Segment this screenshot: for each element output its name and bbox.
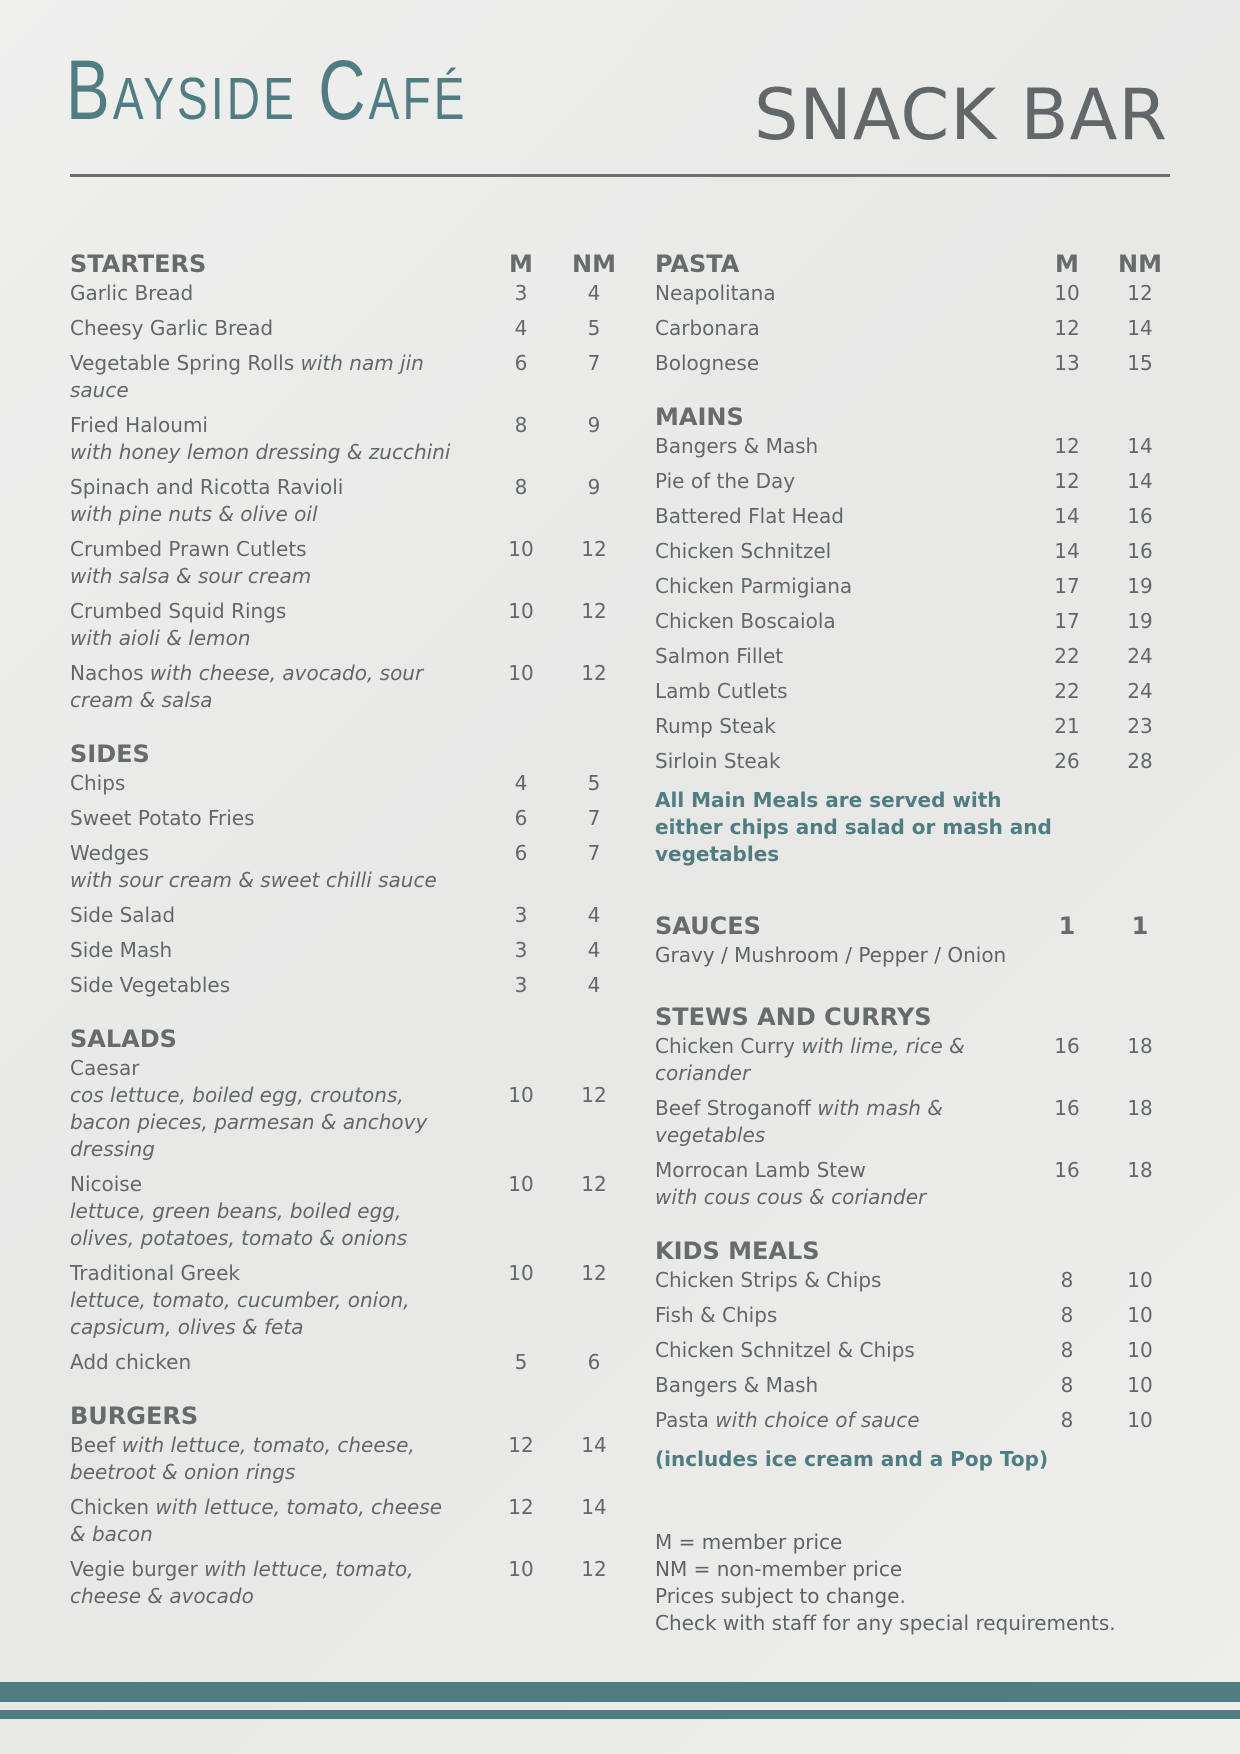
item-description: with lettuce, tomato, cheese & avocado	[70, 1557, 414, 1608]
non-member-price-header: NM	[572, 250, 616, 278]
member-price: 12	[508, 1495, 534, 1519]
member-price: 10	[1054, 281, 1080, 305]
item-name: Spinach and Ricotta Ravioli	[70, 475, 344, 499]
section-header	[70, 1021, 592, 1055]
right-column	[655, 246, 1170, 1637]
non-member-price: 12	[581, 1083, 607, 1107]
menu-item	[70, 536, 607, 590]
menu-item	[655, 1267, 1170, 1294]
member-price: 17	[1054, 574, 1080, 598]
menu-item	[70, 598, 607, 652]
item-text	[655, 713, 1045, 740]
menu-item	[655, 468, 1170, 495]
item-name: Chicken Schnitzel	[655, 539, 832, 563]
item-name: Beef Stroganoff	[655, 1096, 811, 1120]
non-member-price: 7	[587, 841, 601, 865]
member-price: 12	[508, 1433, 534, 1457]
member-price: 3	[514, 281, 528, 305]
menu-item	[70, 1432, 607, 1486]
member-price: 4	[514, 316, 528, 340]
section-title: SALADS	[70, 1025, 177, 1053]
menu-item	[70, 350, 601, 404]
member-price: 8	[1060, 1373, 1074, 1397]
item-name: Crumbed Squid Rings	[70, 599, 287, 623]
item-text	[655, 1407, 1045, 1434]
menu-item	[655, 1095, 1170, 1149]
section-header	[655, 908, 1170, 942]
section-header	[70, 246, 616, 280]
item-name: Caesar	[70, 1056, 140, 1080]
non-member-price: 7	[587, 806, 601, 830]
item-text	[655, 1095, 1045, 1149]
non-member-price: 12	[581, 661, 607, 685]
brand-logo: Bayside Café	[66, 43, 468, 137]
menu-item	[70, 412, 601, 466]
member-price: 8	[514, 413, 528, 437]
non-member-price: 10	[1127, 1373, 1153, 1397]
legend-line: M = member price	[655, 1530, 843, 1554]
sauce-options: Gravy / Mushroom / Pepper / Onion	[655, 943, 1007, 967]
member-price: 22	[1054, 644, 1080, 668]
item-name: Bangers & Mash	[655, 1373, 819, 1397]
member-price: 10	[508, 1083, 534, 1107]
item-text	[655, 315, 1045, 342]
item-name: Traditional Greek	[70, 1261, 240, 1285]
item-text	[70, 1494, 460, 1548]
legend-line: Check with staff for any special requirements.	[655, 1611, 1116, 1635]
non-member-price: 18	[1127, 1096, 1153, 1120]
menu-item	[70, 280, 601, 307]
item-description: lettuce, tomato, cucumber, onion, capsicum, olives & feta	[70, 1288, 410, 1339]
menu-section	[70, 246, 616, 714]
item-text	[70, 315, 460, 342]
non-member-price: 28	[1127, 749, 1153, 773]
member-price: 8	[1060, 1408, 1074, 1432]
menu-item	[70, 805, 601, 832]
non-member-price: 9	[587, 413, 601, 437]
non-member-price: 12	[581, 1557, 607, 1581]
non-member-price: 5	[587, 771, 601, 795]
menu-item	[70, 1349, 601, 1376]
menu-item	[655, 1157, 1170, 1211]
member-price: 10	[508, 1261, 534, 1285]
item-name: Bangers & Mash	[655, 434, 819, 458]
menu-section	[655, 1233, 1170, 1473]
menu-item	[70, 660, 607, 714]
menu-section	[655, 246, 1170, 377]
item-name: Vegie burger	[70, 1557, 198, 1581]
item-text	[70, 972, 460, 999]
member-price: 6	[514, 806, 528, 830]
item-text	[655, 748, 1045, 775]
item-text	[655, 1372, 1045, 1399]
menu-item	[70, 1055, 607, 1163]
item-name: Salmon Fillet	[655, 644, 784, 668]
item-text	[655, 643, 1045, 670]
item-name: Nicoise	[70, 1172, 143, 1196]
member-price: 14	[1054, 504, 1080, 528]
menu-item	[655, 678, 1170, 705]
menu-item	[655, 280, 1170, 307]
non-member-price: 19	[1127, 609, 1153, 633]
non-member-price: 12	[581, 1261, 607, 1285]
section-title: STEWS AND CURRYS	[655, 1003, 932, 1031]
item-description: with lettuce, tomato, cheese, beetroot & onion rings	[70, 1433, 415, 1484]
menu-item	[655, 713, 1170, 740]
member-price: 12	[1054, 469, 1080, 493]
menu-item	[70, 902, 601, 929]
member-price: 13	[1054, 351, 1080, 375]
item-description: with pine nuts & olive oil	[70, 502, 318, 526]
member-price: 6	[514, 351, 528, 375]
menu-item	[655, 1372, 1170, 1399]
item-description: with lime, rice & coriander	[655, 1034, 965, 1085]
menu-item	[70, 1494, 607, 1548]
member-price: 8	[1060, 1338, 1074, 1362]
item-text	[655, 573, 1045, 600]
section-title: PASTA	[655, 250, 740, 278]
member-price: 22	[1054, 679, 1080, 703]
section-header	[655, 399, 1170, 433]
item-name: Sirloin Steak	[655, 749, 781, 773]
footer-bar-top	[0, 1682, 1240, 1702]
non-member-price: 4	[587, 281, 601, 305]
non-member-price: 12	[581, 599, 607, 623]
menu-item	[70, 1260, 607, 1341]
non-member-price: 14	[1127, 434, 1153, 458]
item-text	[70, 412, 460, 466]
item-text	[70, 474, 460, 528]
item-description: with nam jin sauce	[70, 351, 424, 402]
item-name: Garlic Bread	[70, 281, 194, 305]
non-member-price: 24	[1127, 644, 1153, 668]
member-price: 8	[1060, 1303, 1074, 1327]
section-title: SAUCES	[655, 912, 761, 940]
item-name: Side Vegetables	[70, 973, 231, 997]
item-text	[70, 1260, 460, 1341]
item-text	[655, 1302, 1045, 1329]
menu-section	[70, 1398, 607, 1610]
menu-item	[655, 433, 1170, 460]
non-member-price: 14	[1127, 469, 1153, 493]
menu-item	[655, 503, 1170, 530]
member-price: 10	[508, 1557, 534, 1581]
item-text	[70, 805, 460, 832]
menu-item	[655, 748, 1170, 775]
menu-section	[655, 399, 1170, 868]
item-name: Vegetable Spring Rolls	[70, 351, 295, 375]
section-title: STARTERS	[70, 250, 207, 278]
non-member-price: 12	[581, 537, 607, 561]
item-name: Sweet Potato Fries	[70, 806, 255, 830]
item-text	[70, 1432, 460, 1486]
member-price: 8	[514, 475, 528, 499]
item-name: Nachos	[70, 661, 144, 685]
menu-item	[70, 770, 601, 797]
item-text	[655, 280, 1045, 307]
non-member-price: 14	[581, 1495, 607, 1519]
member-price: 10	[508, 537, 534, 561]
item-name: Rump Steak	[655, 714, 776, 738]
item-name: Carbonara	[655, 316, 760, 340]
item-text	[70, 350, 460, 404]
item-text	[70, 1349, 460, 1376]
item-text	[70, 1556, 460, 1610]
item-description: lettuce, green beans, boiled egg, olives, potatoes, tomato & onions	[70, 1199, 408, 1250]
non-member-price: 16	[1127, 539, 1153, 563]
item-name: Neapolitana	[655, 281, 776, 305]
item-description: with honey lemon dressing & zucchini	[70, 440, 451, 464]
member-price-header: M	[509, 250, 533, 278]
item-name: Battered Flat Head	[655, 504, 844, 528]
member-price: 12	[1054, 434, 1080, 458]
price-legend	[655, 1529, 1170, 1637]
section-header	[655, 246, 1170, 280]
member-price-header: M	[1055, 250, 1079, 278]
section-title: KIDS MEALS	[655, 1237, 820, 1265]
member-price: 10	[508, 661, 534, 685]
item-description: with cheese, avocado, sour cream & salsa	[70, 661, 424, 712]
menu-item	[655, 1302, 1170, 1329]
item-name: Bolognese	[655, 351, 760, 375]
item-name: Fried Haloumi	[70, 413, 208, 437]
item-description: with sour cream & sweet chilli sauce	[70, 868, 437, 892]
member-price: 1	[1058, 912, 1076, 940]
item-text	[655, 1267, 1045, 1294]
item-name: Pasta	[655, 1408, 709, 1432]
section-title: SIDES	[70, 740, 150, 768]
item-text	[70, 598, 460, 652]
menu-item	[70, 937, 601, 964]
footer-bar-bottom	[0, 1710, 1240, 1719]
item-name: Chicken Schnitzel & Chips	[655, 1338, 915, 1362]
item-text	[655, 433, 1045, 460]
menu-item	[655, 1407, 1170, 1434]
menu-item	[70, 474, 601, 528]
legend-line: NM = non-member price	[655, 1557, 903, 1581]
member-price: 5	[514, 1350, 528, 1374]
section-header	[655, 999, 1170, 1033]
item-name: Beef	[70, 1433, 116, 1457]
non-member-price: 9	[587, 475, 601, 499]
member-price: 3	[514, 938, 528, 962]
left-column	[70, 246, 616, 1632]
non-member-price: 4	[587, 903, 601, 927]
menu-item	[655, 608, 1170, 635]
item-text	[70, 1055, 460, 1163]
item-text	[70, 770, 460, 797]
member-price: 6	[514, 841, 528, 865]
member-price: 8	[1060, 1268, 1074, 1292]
item-text	[655, 1157, 1045, 1211]
item-text	[655, 538, 1045, 565]
item-text	[655, 1033, 1045, 1087]
menu-item	[655, 643, 1170, 670]
menu-item	[70, 315, 601, 342]
member-price: 16	[1054, 1096, 1080, 1120]
member-price: 14	[1054, 539, 1080, 563]
item-text	[70, 937, 460, 964]
non-member-price: 4	[587, 938, 601, 962]
non-member-price: 18	[1127, 1034, 1153, 1058]
non-member-price: 10	[1127, 1408, 1153, 1432]
item-text	[655, 468, 1045, 495]
section-header	[70, 1398, 592, 1432]
item-name: Chicken Strips & Chips	[655, 1268, 882, 1292]
menu-item	[655, 315, 1170, 342]
non-member-price: 5	[587, 316, 601, 340]
item-description: with salsa & sour cream	[70, 564, 312, 588]
item-name: Crumbed Prawn Cutlets	[70, 537, 307, 561]
item-text	[70, 1171, 460, 1252]
item-text	[655, 503, 1045, 530]
non-member-price: 18	[1127, 1158, 1153, 1182]
menu-item	[655, 573, 1170, 600]
item-text	[70, 536, 460, 590]
item-description: with aioli & lemon	[70, 626, 251, 650]
member-price: 10	[508, 599, 534, 623]
section-header	[70, 736, 592, 770]
item-text	[655, 678, 1045, 705]
item-description: with choice of sauce	[715, 1408, 920, 1432]
section-note: All Main Meals are served with either chips and salad or mash and vegetables	[655, 788, 1052, 866]
item-name: Pie of the Day	[655, 469, 796, 493]
section-note: (includes ice cream and a Pop Top)	[655, 1447, 1049, 1471]
menu-section	[655, 908, 1170, 969]
non-member-price: 16	[1127, 504, 1153, 528]
item-name: Fish & Chips	[655, 1303, 778, 1327]
item-name: Wedges	[70, 841, 150, 865]
item-name: Add chicken	[70, 1350, 192, 1374]
non-member-price: 10	[1127, 1268, 1153, 1292]
item-name: Chicken Curry	[655, 1034, 795, 1058]
non-member-price: 10	[1127, 1303, 1153, 1327]
member-price: 4	[514, 771, 528, 795]
non-member-price: 7	[587, 351, 601, 375]
item-description: cos lettuce, boiled egg, croutons, bacon pieces, parmesan & anchovy dressing	[70, 1083, 428, 1161]
item-text	[70, 660, 460, 714]
member-price: 16	[1054, 1034, 1080, 1058]
menu-item	[655, 538, 1170, 565]
member-price: 17	[1054, 609, 1080, 633]
section-title: BURGERS	[70, 1402, 199, 1430]
item-name: Lamb Cutlets	[655, 679, 788, 703]
menu-item	[655, 1033, 1170, 1087]
menu-item	[655, 1337, 1170, 1364]
item-name: Side Salad	[70, 903, 176, 927]
non-member-price: 14	[581, 1433, 607, 1457]
non-member-price: 15	[1127, 351, 1153, 375]
menu-item	[70, 1171, 607, 1252]
non-member-price: 4	[587, 973, 601, 997]
item-description: with cous cous & coriander	[655, 1185, 927, 1209]
non-member-price: 14	[1127, 316, 1153, 340]
page-title: SNACK BAR	[753, 74, 1168, 156]
non-member-price: 1	[1131, 912, 1149, 940]
menu-section	[70, 736, 601, 999]
item-description: with mash & vegetables	[655, 1096, 943, 1147]
member-price: 12	[1054, 316, 1080, 340]
non-member-price: 10	[1127, 1338, 1153, 1362]
member-price: 26	[1054, 749, 1080, 773]
section-title: MAINS	[655, 403, 744, 431]
item-name: Chicken Parmigiana	[655, 574, 853, 598]
item-name: Morrocan Lamb Stew	[655, 1158, 866, 1182]
menu-item	[70, 1556, 607, 1610]
menu-section	[655, 999, 1170, 1211]
item-text	[655, 350, 1045, 377]
non-member-price: 6	[587, 1350, 601, 1374]
item-text	[70, 840, 460, 894]
member-price: 10	[508, 1172, 534, 1196]
item-text	[70, 280, 460, 307]
item-name: Chips	[70, 771, 126, 795]
item-text	[655, 608, 1045, 635]
non-member-price: 12	[581, 1172, 607, 1196]
menu-item	[655, 350, 1170, 377]
item-name: Chicken Boscaiola	[655, 609, 836, 633]
non-member-price: 23	[1127, 714, 1153, 738]
member-price: 3	[514, 973, 528, 997]
non-member-price-header: NM	[1118, 250, 1162, 278]
menu-item	[70, 972, 601, 999]
member-price: 3	[514, 903, 528, 927]
item-name: Side Mash	[70, 938, 173, 962]
non-member-price: 24	[1127, 679, 1153, 703]
item-name: Cheesy Garlic Bread	[70, 316, 274, 340]
menu-item	[70, 840, 601, 894]
member-price: 16	[1054, 1158, 1080, 1182]
non-member-price: 12	[1127, 281, 1153, 305]
item-text	[70, 902, 460, 929]
non-member-price: 19	[1127, 574, 1153, 598]
item-description: with lettuce, tomato, cheese & bacon	[70, 1495, 443, 1546]
menu-section	[70, 1021, 607, 1376]
item-name: Chicken	[70, 1495, 150, 1519]
member-price: 21	[1054, 714, 1080, 738]
header-divider	[70, 174, 1170, 177]
legend-line: Prices subject to change.	[655, 1584, 906, 1608]
item-text	[655, 1337, 1045, 1364]
section-header	[655, 1233, 1170, 1267]
